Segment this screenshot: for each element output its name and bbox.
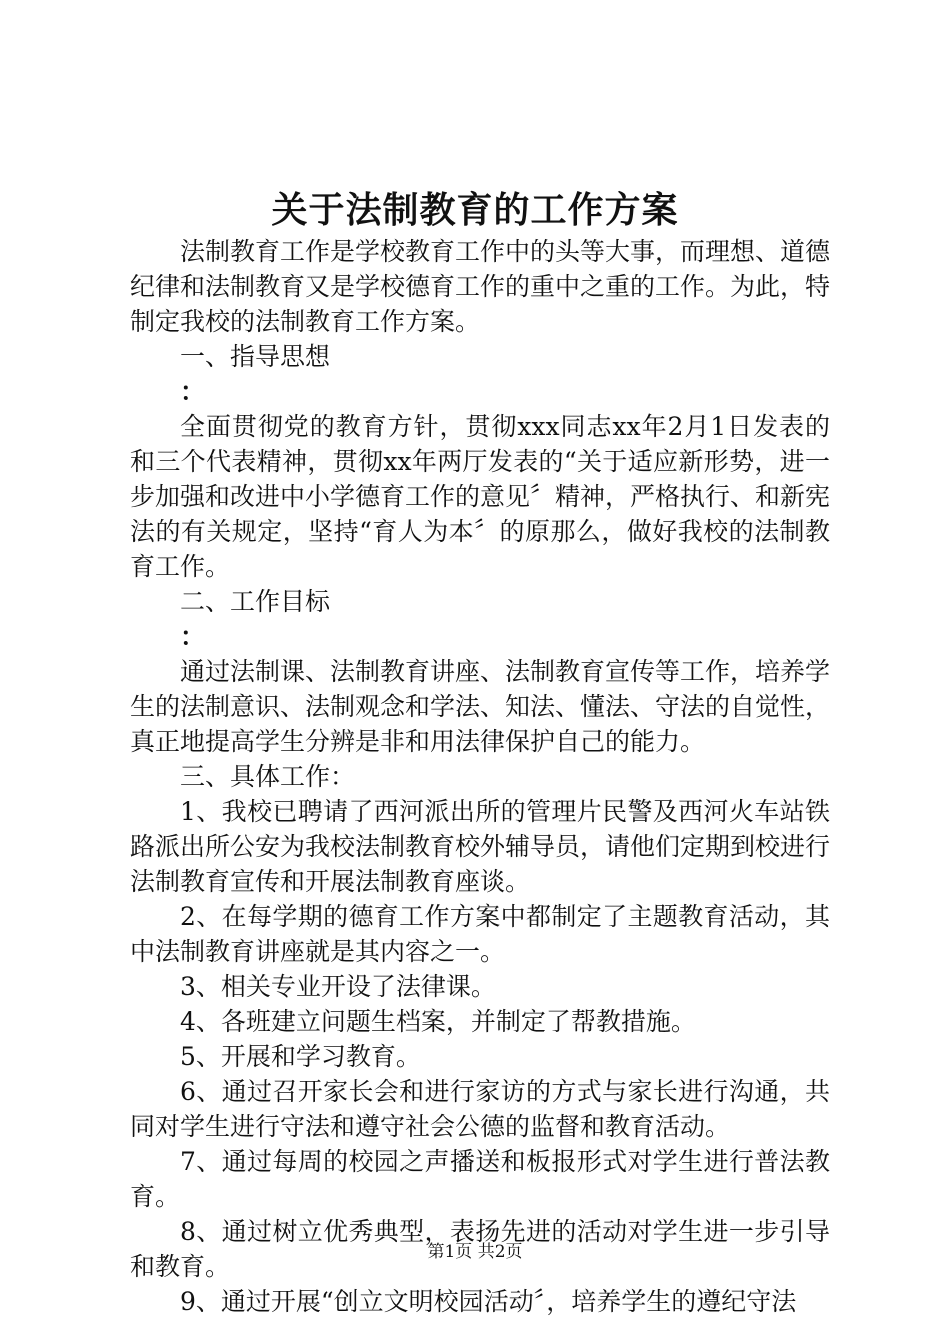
list-item: 2、在每学期的德育工作方案中都制定了主题教育活动，其中法制教育讲座就是其内容之一。 bbox=[130, 902, 830, 966]
section-heading-specific-work: 三、具体工作： bbox=[180, 762, 356, 791]
work-goals-paragraph: 通过法制课、法制教育讲座、法制教育宣传等工作，培养学生的法制意识、法制观念和学法、知法、懂法、守法的自觉性，真正地提高学生分辨是非和用法律保护自己的能力。 bbox=[130, 657, 831, 756]
document-body bbox=[130, 234, 830, 1319]
list-item: 8、通过树立优秀典型，表扬先进的活动对学生进一步引导和教育。 bbox=[130, 1217, 830, 1281]
list-item: 9、通过开展“创立文明校园活动〞，培养学生的遵纪守法 bbox=[180, 1287, 797, 1316]
list-item: 6、通过召开家长会和进行家访的方式与家长进行沟通，共同对学生进行守法和遵守社会公德的监督和教育活动。 bbox=[130, 1077, 830, 1141]
section-heading-guiding-ideology: 一、指导思想 bbox=[180, 342, 331, 371]
list-item: 7、通过每周的校园之声播送和板报形式对学生进行普法教育。 bbox=[130, 1147, 830, 1211]
list-item: 1、我校已聘请了西河派出所的管理片民警及西河火车站铁路派出所公安为我校法制教育校外辅导员，请他们定期到校进行法制教育宣传和开展法制教育座谈。 bbox=[130, 797, 831, 896]
list-item: 4、各班建立问题生档案，并制定了帮教措施。 bbox=[180, 1007, 696, 1036]
guiding-ideology-paragraph: 全面贯彻党的教育方针，贯彻xxx同志xx年2月1日发表的和三个代表精神，贯彻xx年两厅发表的“关于适应新形势，进一步加强和改进中小学德育工作的意见〞精神，严格执行、和新宪法的有关规定，坚持“育人为本〞的原那么，做好我校的法制教育工作。 bbox=[130, 412, 831, 581]
intro-paragraph: 法制教育工作是学校教育工作中的头等大事，而理想、道德纪律和法制教育又是学校德育工作的重中之重的工作。为此，特制定我校的法制教育工作方案。 bbox=[130, 237, 831, 336]
list-item: 5、开展和学习教育。 bbox=[180, 1042, 421, 1071]
list-item: 3、相关专业开设了法律课。 bbox=[180, 972, 496, 1001]
section-heading-work-goals: 二、工作目标 bbox=[180, 587, 331, 616]
section-colon: ： bbox=[180, 622, 206, 651]
page-footer: 第1页 共2页 bbox=[427, 1242, 523, 1262]
section-colon: ： bbox=[180, 377, 206, 406]
document-title: 关于法制教育的工作方案 bbox=[271, 189, 679, 231]
